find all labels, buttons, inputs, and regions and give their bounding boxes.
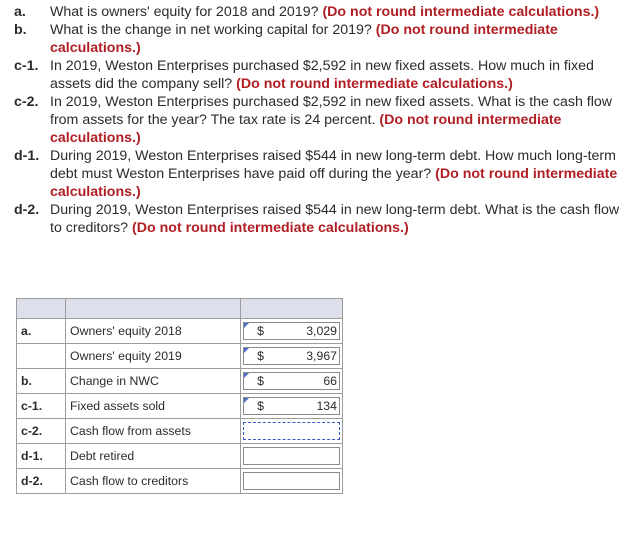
question-hint: (Do not round intermediate calculations.) bbox=[50, 166, 618, 200]
table-header bbox=[17, 299, 343, 319]
row-label: c-1. bbox=[17, 394, 66, 419]
question-c2 bbox=[14, 93, 620, 147]
question-text: In 2019, Weston Enterprises purchased $2,592 in new fixed assets. How much in fixed assets did the company sell? bbox=[50, 58, 594, 92]
debt-retired-input[interactable] bbox=[243, 447, 340, 465]
row-label: a. bbox=[17, 319, 66, 344]
question-label: a. bbox=[14, 4, 26, 20]
question-text: During 2019, Weston Enterprises raised $544 in new long-term debt. What is the cash flow to creditors? bbox=[50, 202, 620, 236]
question-label: c-2. bbox=[14, 94, 39, 110]
question-text: In 2019, Weston Enterprises purchased $2,592 in new fixed assets. What is the cash flow from assets for the year? The tax rate is 24 percent. bbox=[50, 94, 613, 128]
table-row bbox=[17, 469, 343, 494]
question-d2 bbox=[14, 201, 620, 237]
question-hint: (Do not round intermediate calculations.) bbox=[50, 22, 558, 56]
row-description: Owners' equity 2018 bbox=[66, 319, 241, 344]
question-c1 bbox=[14, 57, 620, 93]
answer-value: 3,967 bbox=[306, 349, 337, 363]
currency-symbol: $ bbox=[257, 349, 264, 363]
change-in-nwc-input[interactable] bbox=[243, 372, 340, 390]
cash-flow-to-creditors-input[interactable] bbox=[243, 472, 340, 490]
currency-symbol: $ bbox=[257, 324, 264, 338]
owners-equity-2018-input[interactable] bbox=[243, 322, 340, 340]
question-text: What is the change in net working capital for 2019? bbox=[50, 22, 372, 38]
question-a bbox=[14, 3, 620, 21]
row-description: Cash flow from assets bbox=[66, 419, 241, 444]
table-row bbox=[17, 319, 343, 344]
question-hint: (Do not round intermediate calculations.) bbox=[236, 76, 513, 92]
table-row bbox=[17, 344, 343, 369]
table-row bbox=[17, 419, 343, 444]
currency-symbol: $ bbox=[257, 399, 264, 413]
row-description: Debt retired bbox=[66, 444, 241, 469]
row-label: d-2. bbox=[17, 469, 66, 494]
row-label: b. bbox=[17, 369, 66, 394]
question-label: c-1. bbox=[14, 58, 39, 74]
question-hint: (Do not round intermediate calculations.) bbox=[322, 4, 600, 20]
answer-table bbox=[16, 298, 343, 494]
row-description: Owners' equity 2019 bbox=[66, 344, 241, 369]
cash-flow-from-assets-input[interactable] bbox=[243, 422, 340, 440]
question-label: d-1. bbox=[14, 148, 40, 164]
row-label bbox=[17, 344, 66, 369]
question-text: What is owners' equity for 2018 and 2019? bbox=[50, 4, 319, 20]
currency-symbol: $ bbox=[257, 374, 264, 388]
table-row bbox=[17, 394, 343, 419]
answer-value: 3,029 bbox=[306, 324, 337, 338]
question-b bbox=[14, 21, 620, 57]
fixed-assets-sold-input[interactable] bbox=[243, 397, 340, 415]
row-label: c-2. bbox=[17, 419, 66, 444]
row-description: Change in NWC bbox=[66, 369, 241, 394]
question-label: d-2. bbox=[14, 202, 40, 218]
question-label: b. bbox=[14, 22, 27, 38]
owners-equity-2019-input[interactable] bbox=[243, 347, 340, 365]
question-d1 bbox=[14, 147, 620, 201]
question-hint: (Do not round intermediate calculations.) bbox=[50, 112, 562, 146]
row-description: Cash flow to creditors bbox=[66, 469, 241, 494]
answer-value: 134 bbox=[316, 399, 337, 413]
row-label: d-1. bbox=[17, 444, 66, 469]
question-text: During 2019, Weston Enterprises raised $544 in new long-term debt. How much long-term debt must Weston Enterprises have paid off during the year? bbox=[50, 148, 616, 182]
table-row bbox=[17, 444, 343, 469]
question-list bbox=[14, 3, 620, 237]
table-row bbox=[17, 369, 343, 394]
question-hint: (Do not round intermediate calculations.) bbox=[132, 220, 409, 236]
row-description: Fixed assets sold bbox=[66, 394, 241, 419]
answer-value: 66 bbox=[323, 374, 337, 388]
